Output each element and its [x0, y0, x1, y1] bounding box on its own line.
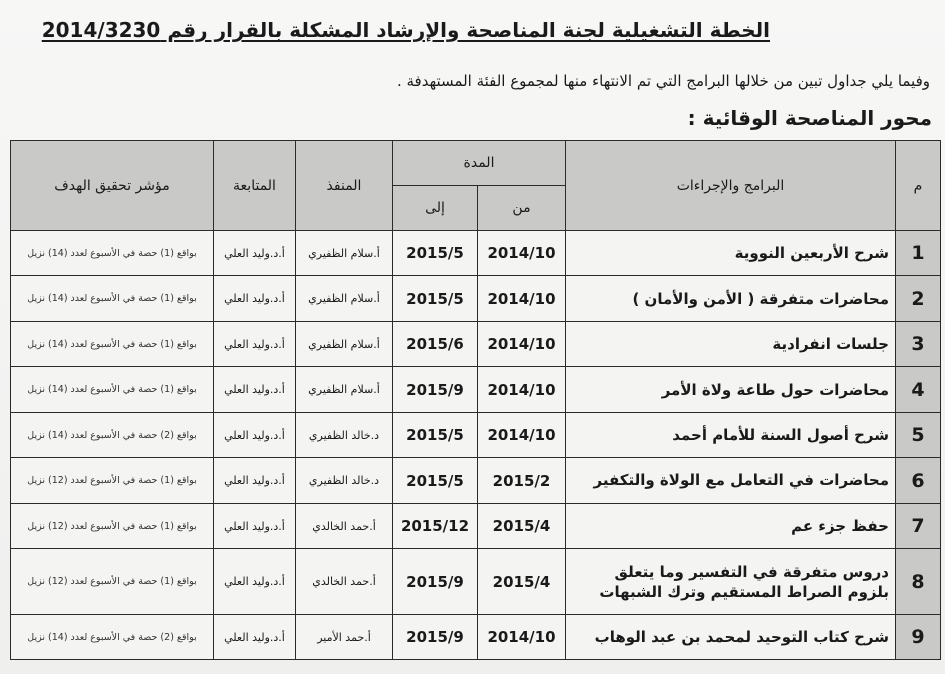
program-name: محاضرات حول طاعة ولاة الأمر [566, 367, 896, 412]
table-row [11, 458, 941, 503]
row-number: 9 [896, 615, 941, 660]
program-name: شرح كتاب التوحيد لمحمد بن عبد الوهاب [566, 615, 896, 660]
end-date: 2015/12 [393, 503, 478, 548]
target-indicator: بواقع (1) حصة في الأسبوع لعدد (14) نزيل [11, 231, 214, 276]
start-date: 2014/10 [478, 367, 566, 412]
start-date: 2015/4 [478, 503, 566, 548]
header-num: م [896, 141, 941, 231]
table-row [11, 412, 941, 457]
program-name: محاضرات في التعامل مع الولاة والتكفير [566, 458, 896, 503]
end-date: 2015/9 [393, 615, 478, 660]
target-indicator: بواقع (1) حصة في الأسبوع لعدد (14) نزيل [11, 367, 214, 412]
table-row [11, 503, 941, 548]
program-name: شرح الأربعين النووية [566, 231, 896, 276]
header-to: إلى [393, 186, 478, 231]
start-date: 2014/10 [478, 412, 566, 457]
follow-up-name: أ.د.وليد العلي [214, 503, 296, 548]
target-indicator: بواقع (2) حصة في الأسبوع لعدد (14) نزيل [11, 615, 214, 660]
follow-up-name: أ.د.وليد العلي [214, 367, 296, 412]
row-number: 2 [896, 276, 941, 321]
follow-up-name: أ.د.وليد العلي [214, 276, 296, 321]
table-row [11, 276, 941, 321]
end-date: 2015/5 [393, 458, 478, 503]
target-indicator: بواقع (1) حصة في الأسبوع لعدد (12) نزيل [11, 458, 214, 503]
section-heading: محور المناصحة الوقائية : [687, 106, 932, 130]
row-number: 5 [896, 412, 941, 457]
executor-name: أ.حمد الخالدي [296, 549, 393, 615]
row-number: 8 [896, 549, 941, 615]
row-number: 6 [896, 458, 941, 503]
row-number: 1 [896, 231, 941, 276]
end-date: 2015/5 [393, 276, 478, 321]
executor-name: د.خالد الظفيري [296, 412, 393, 457]
program-name: جلسات انفرادية [566, 321, 896, 366]
table-row [11, 549, 941, 615]
row-number: 7 [896, 503, 941, 548]
end-date: 2015/9 [393, 367, 478, 412]
row-number: 3 [896, 321, 941, 366]
target-indicator: بواقع (1) حصة في الأسبوع لعدد (14) نزيل [11, 321, 214, 366]
executor-name: أ.حمد الخالدي [296, 503, 393, 548]
program-name: شرح أصول السنة للأمام أحمد [566, 412, 896, 457]
follow-up-name: أ.د.وليد العلي [214, 615, 296, 660]
follow-up-name: أ.د.وليد العلي [214, 321, 296, 366]
start-date: 2015/4 [478, 549, 566, 615]
follow-up-name: أ.د.وليد العلي [214, 458, 296, 503]
start-date: 2014/10 [478, 615, 566, 660]
row-number: 4 [896, 367, 941, 412]
start-date: 2014/10 [478, 276, 566, 321]
end-date: 2015/6 [393, 321, 478, 366]
executor-name: أ.سلام الظفيري [296, 276, 393, 321]
header-program: البرامج والإجراءات [566, 141, 896, 231]
program-name: حفظ جزء عم [566, 503, 896, 548]
table-body [11, 231, 941, 660]
executor-name: أ.سلام الظفيري [296, 321, 393, 366]
program-name: دروس متفرقة في التفسير وما يتعلق بلزوم الصراط المستقيم وترك الشبهات [566, 549, 896, 615]
table-row [11, 367, 941, 412]
start-date: 2014/10 [478, 321, 566, 366]
executor-name: أ.حمد الأمير [296, 615, 393, 660]
table-row [11, 321, 941, 366]
table-row [11, 231, 941, 276]
target-indicator: بواقع (1) حصة في الأسبوع لعدد (14) نزيل [11, 276, 214, 321]
target-indicator: بواقع (1) حصة في الأسبوع لعدد (12) نزيل [11, 503, 214, 548]
header-executor: المنفذ [296, 141, 393, 231]
start-date: 2015/2 [478, 458, 566, 503]
end-date: 2015/9 [393, 549, 478, 615]
target-indicator: بواقع (2) حصة في الأسبوع لعدد (14) نزيل [11, 412, 214, 457]
program-name: محاضرات متفرقة ( الأمن والأمان ) [566, 276, 896, 321]
header-duration: المدة [393, 141, 566, 186]
target-indicator: بواقع (1) حصة في الأسبوع لعدد (12) نزيل [11, 549, 214, 615]
document-subtitle: وفيما يلي جداول تبين من خلالها البرامج التي تم الانتهاء منها لمجموع الفئة المستهدفة . [396, 72, 930, 90]
follow-up-name: أ.د.وليد العلي [214, 549, 296, 615]
follow-up-name: أ.د.وليد العلي [214, 412, 296, 457]
document-title: الخطة التشغيلية لجنة المناصحة والإرشاد المشكلة بالقرار رقم 2014/3230 [41, 18, 770, 42]
end-date: 2015/5 [393, 412, 478, 457]
table-row [11, 615, 941, 660]
start-date: 2014/10 [478, 231, 566, 276]
header-indicator: مؤشر تحقيق الهدف [11, 141, 214, 231]
header-from: من [478, 186, 566, 231]
executor-name: أ.سلام الظفيري [296, 231, 393, 276]
programs-table [10, 140, 941, 660]
follow-up-name: أ.د.وليد العلي [214, 231, 296, 276]
header-follow-up: المتابعة [214, 141, 296, 231]
executor-name: د.خالد الظفيري [296, 458, 393, 503]
end-date: 2015/5 [393, 231, 478, 276]
executor-name: أ.سلام الظفيري [296, 367, 393, 412]
